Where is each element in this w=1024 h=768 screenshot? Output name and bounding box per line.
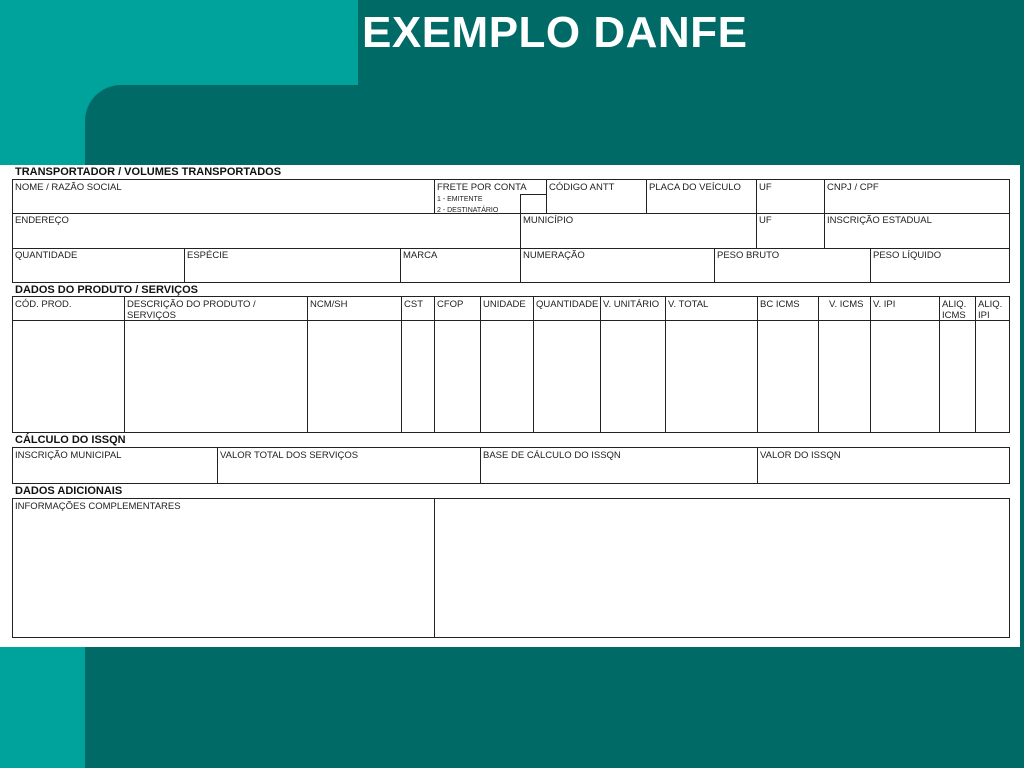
field-peso-liquido: PESO LÍQUIDO	[873, 250, 942, 261]
field-informacoes-complementares: INFORMAÇÕES COMPLEMENTARES	[13, 499, 435, 637]
col-v-icms: V. ICMS	[819, 297, 871, 432]
section-heading-issqn: CÁLCULO DO ISSQN	[15, 434, 126, 446]
field-reservado-fisco	[435, 499, 1009, 637]
col-v-unitario: V. UNITÁRIO	[601, 297, 666, 432]
col-quantidade: QUANTIDADE	[534, 297, 601, 432]
field-especie: ESPÉCIE	[185, 248, 401, 282]
field-codigo-antt: CÓDIGO ANTT	[547, 180, 647, 213]
col-v-ipi: V. IPI	[871, 297, 940, 432]
field-valor-issqn: VALOR DO ISSQN	[760, 450, 841, 461]
danfe-document	[0, 165, 1020, 647]
field-inscricao-estadual: INSCRIÇÃO ESTADUAL	[827, 215, 932, 226]
frete-option-emitente: 1 - EMITENTE	[437, 196, 483, 203]
field-cnpj-cpf: CNPJ / CPF	[827, 182, 879, 193]
field-frete-por-conta	[435, 180, 547, 213]
section-heading-transportador: TRANSPORTADOR / VOLUMES TRANSPORTADOS	[15, 166, 282, 178]
col-v-total: V. TOTAL	[666, 297, 758, 432]
col-cfop: CFOP	[435, 297, 481, 432]
col-unidade: UNIDADE	[481, 297, 534, 432]
section-heading-produtos: DADOS DO PRODUTO / SERVIÇOS	[15, 284, 198, 296]
field-placa-veiculo: PLACA DO VEÍCULO	[647, 180, 757, 213]
field-marca: MARCA	[401, 248, 521, 282]
col-cst: CST	[402, 297, 435, 432]
field-endereco: ENDEREÇO	[13, 213, 521, 248]
field-municipio: MUNICÍPIO	[521, 213, 757, 248]
field-peso-bruto: PESO BRUTO	[715, 248, 871, 282]
slide-title: EXEMPLO DANFE	[362, 8, 748, 57]
section-heading-adicionais: DADOS ADICIONAIS	[15, 485, 123, 497]
field-numeracao: NUMERAÇÃO	[521, 248, 715, 282]
col-descricao: DESCRIÇÃO DO PRODUTO / SERVIÇOS	[125, 297, 308, 432]
field-base-calculo-issqn: BASE DE CÁLCULO DO ISSQN	[481, 448, 758, 483]
col-bc-icms: BC ICMS	[758, 297, 819, 432]
field-nome-razao-social: NOME / RAZÃO SOCIAL	[13, 180, 435, 213]
col-aliq-ipi: ALIQ. IPI	[978, 299, 1003, 321]
col-aliq-icms: ALIQ. ICMS	[940, 297, 976, 432]
frete-label: FRETE POR CONTA	[437, 182, 527, 193]
issqn-grid	[12, 447, 1010, 484]
frete-option-destinatario: 2 - DESTINATÁRIO	[437, 207, 499, 213]
frete-code-box	[520, 194, 546, 213]
col-cod-prod: CÓD. PROD.	[13, 297, 125, 432]
field-uf-endereco: UF	[757, 213, 825, 248]
transportador-grid	[12, 179, 1010, 283]
field-quantidade: QUANTIDADE	[13, 248, 185, 282]
field-valor-total-servicos: VALOR TOTAL DOS SERVIÇOS	[218, 448, 481, 483]
adicionais-grid	[12, 498, 1010, 638]
field-inscricao-municipal: INSCRIÇÃO MUNICIPAL	[13, 448, 218, 483]
col-ncm-sh: NCM/SH	[308, 297, 402, 432]
field-uf-placa: UF	[757, 180, 825, 213]
produtos-table	[12, 296, 1010, 433]
